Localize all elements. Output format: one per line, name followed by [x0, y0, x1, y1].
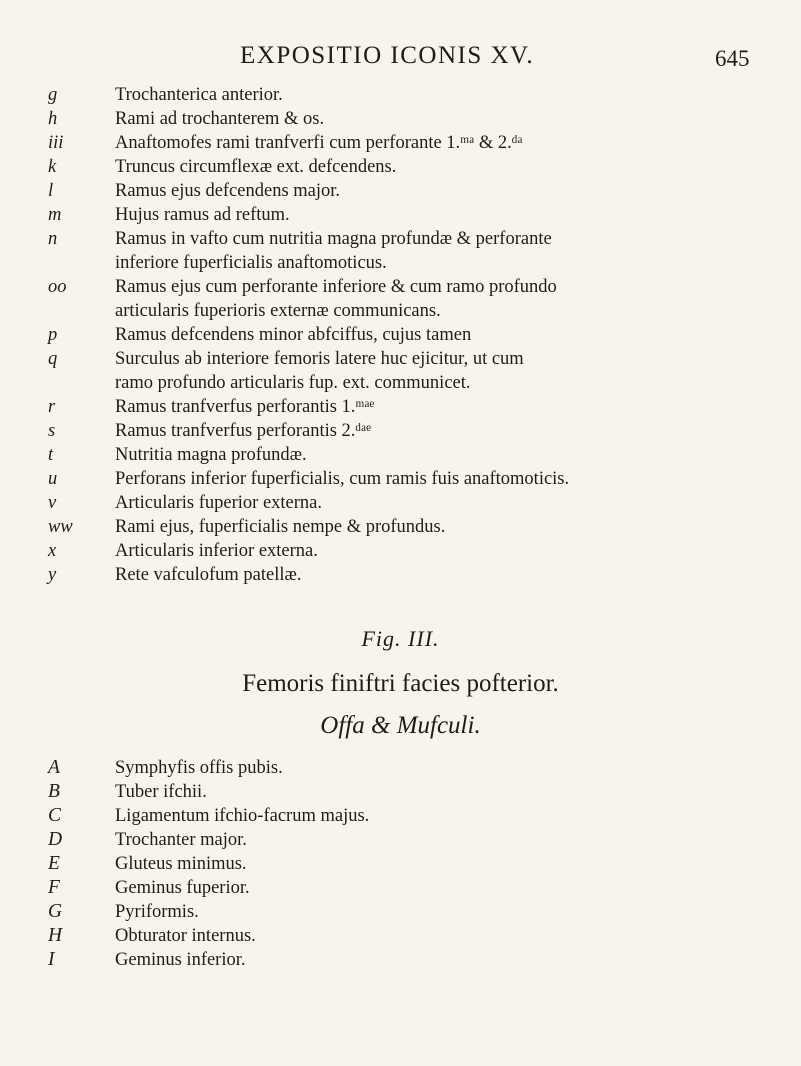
legend-description-line: Ramus tranfverfus perforantis 1.ᵐᵃᵉ: [115, 397, 375, 417]
legend-description-line: Ramus in vafto cum nutritia magna profundæ & perforante: [115, 229, 552, 249]
legend-entry: [0, 828, 801, 852]
legend-key: u: [48, 469, 58, 489]
legend-description-line: Tuber ifchii.: [115, 782, 207, 802]
legend-list-arteries: [0, 83, 801, 587]
legend-description-line: ramo profundo articularis fup. ext. communicet.: [115, 373, 471, 393]
legend-key: C: [48, 805, 62, 826]
legend-description: [115, 443, 795, 467]
legend-key: B: [48, 781, 60, 802]
legend-description-line: Trochanter major.: [115, 830, 247, 850]
legend-entry: [0, 924, 801, 948]
legend-key: k: [48, 157, 57, 177]
legend-description: [115, 515, 795, 539]
legend-description-line: Pyriformis.: [115, 902, 199, 922]
legend-description-line: Trochanterica anterior.: [115, 85, 283, 105]
legend-key: v: [48, 493, 57, 513]
legend-entry: [0, 948, 801, 972]
legend-entry: [0, 563, 801, 587]
legend-entry: [0, 107, 801, 131]
legend-key: y: [48, 565, 57, 585]
legend-description: [115, 107, 795, 131]
legend-description-line: Obturator internus.: [115, 926, 256, 946]
legend-description: [115, 828, 795, 852]
legend-description-line: Nutritia magna profundæ.: [115, 445, 307, 465]
legend-description-line: Articularis fuperior externa.: [115, 493, 323, 513]
legend-description: [115, 948, 795, 972]
legend-key: iii: [48, 133, 64, 153]
legend-entry: [0, 179, 801, 203]
legend-description-line: Ligamentum ifchio-facrum majus.: [115, 806, 370, 826]
legend-entry: [0, 227, 801, 275]
legend-key: t: [48, 445, 54, 465]
legend-description: [115, 804, 795, 828]
legend-list-bones-muscles: [0, 756, 801, 972]
legend-key: p: [48, 325, 58, 345]
legend-entry: [0, 395, 801, 419]
legend-description-line: Rete vafculofum patellæ.: [115, 565, 302, 585]
legend-entry: [0, 155, 801, 179]
legend-key: h: [48, 109, 58, 129]
legend-entry: [0, 756, 801, 780]
legend-key: H: [48, 925, 63, 946]
legend-entry: [0, 347, 801, 395]
legend-entry: [0, 804, 801, 828]
legend-description: [115, 275, 795, 323]
legend-description: [115, 179, 795, 203]
legend-description-line: Rami ad trochanterem & os.: [115, 109, 325, 129]
legend-entry: [0, 491, 801, 515]
legend-description-line: Ramus ejus cum perforante inferiore & cum ramo profundo: [115, 277, 557, 297]
legend-key: A: [48, 757, 60, 778]
legend-description: [115, 227, 795, 275]
running-title: EXPOSITIO ICONIS XV.: [240, 42, 535, 69]
legend-entry: [0, 323, 801, 347]
legend-key: n: [48, 229, 58, 249]
legend-key: I: [48, 949, 55, 970]
legend-entry: [0, 203, 801, 227]
legend-description-line: Gluteus minimus.: [115, 854, 247, 874]
figure-title: Femoris finiftri facies pofterior.: [242, 670, 559, 697]
legend-description-line: Ramus defcendens minor abfciffus, cujus tamen: [115, 325, 472, 345]
legend-description-line: Ramus ejus defcendens major.: [115, 181, 341, 201]
legend-entry: [0, 131, 801, 155]
legend-key: g: [48, 85, 58, 105]
legend-key: ww: [48, 517, 73, 537]
legend-entry: [0, 443, 801, 467]
legend-key: oo: [48, 277, 67, 297]
legend-description: [115, 347, 795, 395]
legend-description: [115, 852, 795, 876]
legend-description: [115, 467, 795, 491]
legend-description-line: inferiore fuperficialis anaftomoticus.: [115, 253, 387, 273]
legend-key: F: [48, 877, 60, 898]
figure-subtitle: Offa & Mufculi.: [320, 712, 481, 739]
legend-description-line: Hujus ramus ad reftum.: [115, 205, 290, 225]
legend-description-line: Ramus tranfverfus perforantis 2.ᵈᵃᵉ: [115, 421, 371, 441]
legend-description-line: Geminus fuperior.: [115, 878, 250, 898]
legend-entry: [0, 83, 801, 107]
legend-description-line: Rami ejus, fuperficialis nempe & profundus.: [115, 517, 446, 537]
figure-label: Fig. III.: [361, 626, 440, 651]
legend-entry: [0, 467, 801, 491]
legend-entry: [0, 419, 801, 443]
legend-entry: [0, 515, 801, 539]
legend-key: s: [48, 421, 56, 441]
legend-description-line: Surculus ab interiore femoris latere huc ejicitur, ut cum: [115, 349, 524, 369]
legend-description: [115, 155, 795, 179]
legend-entry: [0, 275, 801, 323]
legend-entry: [0, 539, 801, 563]
legend-description-line: Anaftomofes rami tranfverfi cum perforante 1.ᵐᵃ & 2.ᵈᵃ: [115, 133, 523, 153]
legend-description: [115, 900, 795, 924]
legend-description: [115, 131, 795, 155]
legend-description: [115, 83, 795, 107]
legend-key: G: [48, 901, 63, 922]
legend-description: [115, 563, 795, 587]
legend-entry: [0, 900, 801, 924]
legend-key: l: [48, 181, 54, 201]
legend-description: [115, 323, 795, 347]
legend-key: q: [48, 349, 58, 369]
legend-description: [115, 491, 795, 515]
legend-entry: [0, 780, 801, 804]
legend-description-line: Perforans inferior fuperficialis, cum ramis fuis anaftomoticis.: [115, 469, 570, 489]
legend-description: [115, 203, 795, 227]
page-number: 645: [715, 46, 750, 71]
legend-key: E: [48, 853, 60, 874]
legend-description-line: Geminus inferior.: [115, 950, 246, 970]
legend-key: x: [48, 541, 57, 561]
legend-key: D: [48, 829, 63, 850]
page-header: [0, 42, 801, 82]
legend-description: [115, 756, 795, 780]
legend-entry: [0, 876, 801, 900]
legend-description-line: Symphyfis offis pubis.: [115, 758, 283, 778]
legend-description-line: articularis fuperioris externæ communicans.: [115, 301, 441, 321]
legend-entry: [0, 852, 801, 876]
legend-description: [115, 395, 795, 419]
legend-key: r: [48, 397, 56, 417]
legend-description: [115, 924, 795, 948]
legend-description-line: Truncus circumflexæ ext. defcendens.: [115, 157, 397, 177]
legend-description-line: Articularis inferior externa.: [115, 541, 318, 561]
legend-description: [115, 876, 795, 900]
legend-key: m: [48, 205, 62, 225]
legend-description: [115, 419, 795, 443]
legend-description: [115, 780, 795, 804]
legend-description: [115, 539, 795, 563]
